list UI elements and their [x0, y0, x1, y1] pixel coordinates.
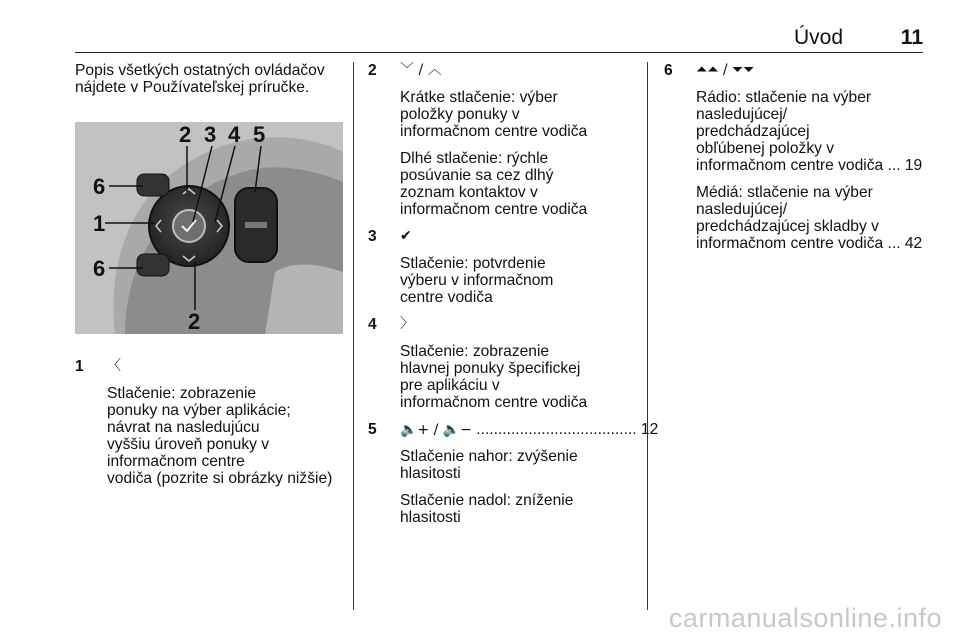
checkmark-icon: ✔	[400, 228, 412, 244]
section-title: Úvod	[793, 26, 843, 49]
column-3	[664, 62, 926, 252]
item-4: 4 〉 Stlačenie: zobrazenie hlavnej ponuky špecifickej pre aplikáciu v informačnom centre vodiča	[368, 316, 636, 411]
callout-label: 5	[253, 122, 266, 147]
item-number: 4	[368, 316, 377, 333]
intro-line: nájdete v Používateľskej príručke.	[75, 79, 310, 96]
callout-label: 6	[93, 174, 106, 199]
chevron-down-up-icon: ﹀ / ︿	[400, 62, 442, 78]
favourite-up-button	[137, 174, 169, 196]
callout-label: 6	[93, 256, 106, 281]
page-header	[75, 26, 923, 53]
volume-icon: 🔈+ / 🔈−	[400, 422, 472, 438]
callout-label: 2	[179, 122, 192, 147]
page-number: 11	[900, 26, 923, 49]
item-6: 6 ⏶⏶ / ⏷⏷ Rádio: stlačenie na výber nasledujúcej/ predchádzajúcej obľúbenej položky v informačnom centre vodiča ... 19 Médiá: stlačenie na výber nasledujúcej/ predchádzajúcej skladby v informačnom centre vodiča ... 42	[664, 62, 926, 252]
column-divider	[647, 62, 648, 610]
item-number: 3	[368, 228, 377, 245]
item-5: 5 🔈+ / 🔈− ..................................... 12 Stlačenie nahor: zvýšenie hlasitosti Stlačenie nadol: zníženie hlasitosti	[368, 421, 659, 526]
intro-line: Popis všetkých ostatných ovládačov	[75, 62, 325, 79]
page-reference: ..................................... 12	[476, 421, 659, 438]
column-1	[75, 62, 343, 487]
item-number: 1	[75, 358, 84, 375]
chevron-right-icon: 〉	[400, 316, 414, 332]
callout-label: 2	[188, 309, 201, 334]
favourite-up-down-icon: ⏶⏶ / ⏷⏷	[696, 62, 755, 78]
item-3: 3 ✔ Stlačenie: potvrdenie výberu v informačnom centre vodiča	[368, 228, 636, 306]
callout-label: 3	[204, 122, 217, 147]
item-number: 6	[664, 62, 673, 79]
ok-button	[173, 210, 205, 242]
callout-label: 1	[93, 211, 106, 236]
item-1: 1 〈 Stlačenie: zobrazenie ponuky na výber aplikácie; návrat na nasledujúcu vyššiu úroveň ponuky v informačnom centre vodiča (pozrite si obrázky nižšie)	[75, 358, 343, 487]
column-divider	[353, 62, 354, 610]
favourite-down-button	[137, 254, 169, 276]
item-2: 2 ﹀ / ︿ Krátke stlačenie: výber položky ponuky v informačnom centre vodiča Dlhé stlačenie: rýchle posúvanie sa cez dlhý zoznam kontaktov v informačnom centre vodiča	[368, 62, 636, 218]
steering-wheel-controls-photo	[75, 122, 343, 334]
item-number: 2	[368, 62, 377, 79]
callout-label: 4	[228, 122, 241, 147]
watermark: carmanualsonline.info	[668, 603, 942, 633]
item-number: 5	[368, 421, 377, 438]
column-2	[368, 62, 659, 526]
chevron-left-icon: 〈	[107, 358, 121, 374]
